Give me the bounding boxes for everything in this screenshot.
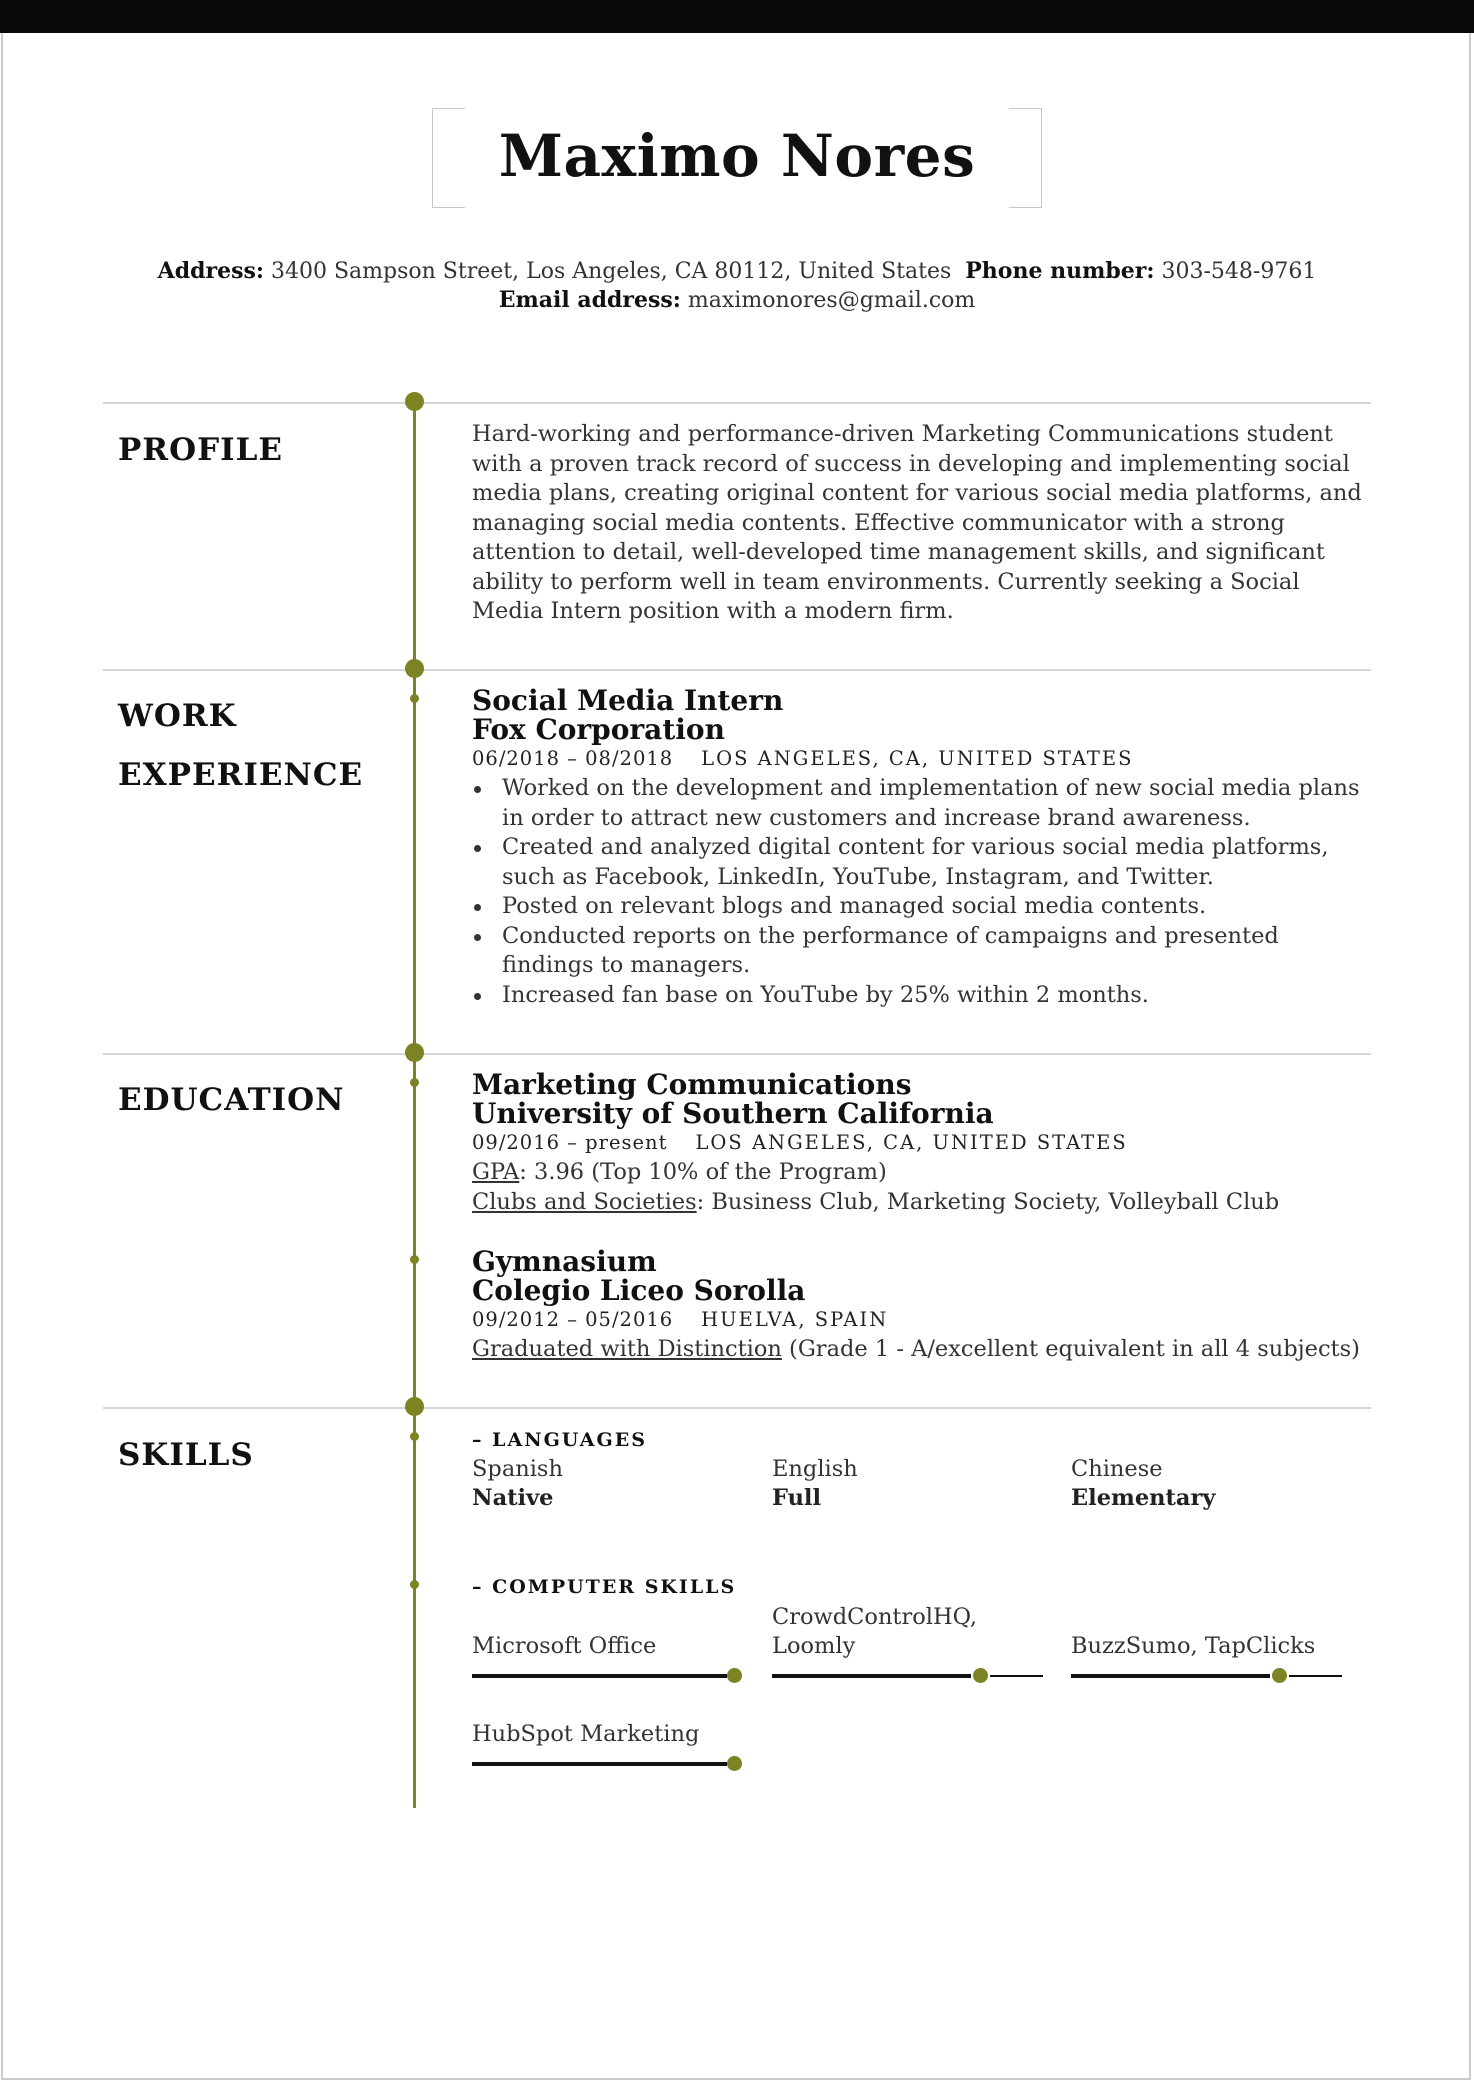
edu-meta bbox=[472, 1305, 1372, 1335]
skill-bar-marker bbox=[727, 1668, 742, 1683]
email-value: maximonores@gmail.com bbox=[687, 288, 976, 313]
skill-bar-track bbox=[990, 1675, 1043, 1677]
job-company: Fox Corporation bbox=[472, 713, 725, 746]
skill-bar-fill bbox=[1071, 1674, 1270, 1678]
timeline-dot bbox=[405, 659, 424, 678]
skill-bar-marker bbox=[1272, 1668, 1287, 1683]
language-name: English bbox=[772, 1456, 858, 1482]
list-item: Posted on relevant blogs and managed social media contents. bbox=[502, 892, 1372, 922]
edu-clubs-line bbox=[472, 1188, 1372, 1218]
contact-line-2 bbox=[0, 287, 1474, 313]
timeline-dot bbox=[405, 392, 424, 411]
list-item: Increased fan base on YouTube by 25% within 2 months. bbox=[502, 981, 1372, 1011]
job-bullets bbox=[472, 774, 1372, 1010]
skill-bar-marker bbox=[727, 1756, 742, 1771]
skill-name: HubSpot Marketing bbox=[472, 1721, 700, 1747]
skill-bar-fill bbox=[772, 1674, 971, 1678]
language-item bbox=[772, 1455, 858, 1513]
edu-location: LOS ANGELES, CA, UNITED STATES bbox=[695, 1131, 1128, 1154]
edu-dates: 09/2012 – 05/2016 bbox=[472, 1308, 674, 1331]
edu-meta bbox=[472, 1128, 1372, 1158]
computer-skills-subheading: – COMPUTER SKILLS bbox=[472, 1576, 737, 1598]
timeline-dot bbox=[405, 1397, 424, 1416]
edu-school: Colegio Liceo Sorolla bbox=[472, 1274, 806, 1307]
job-meta bbox=[472, 744, 1372, 774]
edu-dates: 09/2016 – present bbox=[472, 1131, 668, 1154]
job-title: Social Media Intern bbox=[472, 684, 784, 717]
section-title-work-2: EXPERIENCE bbox=[118, 757, 364, 793]
language-level: Full bbox=[772, 1485, 822, 1511]
email-label: Email address: bbox=[498, 287, 681, 313]
edu-distinction-line bbox=[472, 1335, 1372, 1365]
address-value: 3400 Sampson Street, Los Angeles, CA 80112, United States bbox=[270, 259, 952, 284]
skill-bar-fill bbox=[472, 1762, 727, 1766]
edu-school: University of Southern California bbox=[472, 1097, 994, 1130]
timeline-dot-small bbox=[410, 1432, 419, 1441]
language-name: Chinese bbox=[1071, 1456, 1163, 1482]
language-level: Elementary bbox=[1071, 1485, 1216, 1511]
list-item: Conducted reports on the performance of campaigns and presented findings to managers. bbox=[502, 922, 1372, 981]
section-title-work-1: WORK bbox=[118, 698, 237, 734]
language-name: Spanish bbox=[472, 1456, 563, 1482]
timeline-dot-small bbox=[410, 1255, 419, 1264]
job-location: LOS ANGELES, CA, UNITED STATES bbox=[701, 747, 1134, 770]
skill-name: Microsoft Office bbox=[472, 1633, 657, 1659]
edu-clubs-text: : Business Club, Marketing Society, Volleyball Club bbox=[696, 1188, 1280, 1215]
address-label: Address: bbox=[157, 258, 264, 284]
edu-gpa-line bbox=[472, 1158, 1372, 1188]
edu-degree: Gymnasium bbox=[472, 1245, 657, 1278]
job-entry bbox=[472, 686, 1372, 1010]
list-item: Created and analyzed digital content for various social media platforms, such as Facebook, LinkedIn, YouTube, Instagram, and Twitter. bbox=[502, 833, 1372, 892]
candidate-name: Maximo Nores bbox=[498, 122, 976, 190]
phone-value: 303-548-9761 bbox=[1161, 259, 1317, 284]
edu-gpa-label: GPA bbox=[472, 1159, 520, 1185]
education-entry bbox=[472, 1247, 1372, 1365]
timeline-dot-small bbox=[410, 694, 419, 703]
divider-skills bbox=[103, 1407, 1371, 1409]
top-bar bbox=[0, 0, 1474, 33]
contact-line-1 bbox=[0, 258, 1474, 284]
divider-profile bbox=[103, 402, 1371, 404]
profile-text: Hard-working and performance-driven Marketing Communications student with a proven track record of success in developing and implementing social media plans, creating original content for various social media platforms, and managing social media contents. Effective communicator with a strong attention to detail, well-developed time management skills, and significant ability to perform well in team environments. Currently seeking a Social Media Intern position with a modern firm. bbox=[472, 421, 1362, 624]
page-frame bbox=[1, 33, 1471, 2080]
edu-distinction-text: (Grade 1 - A/excellent equivalent in all 4 subjects) bbox=[781, 1336, 1360, 1362]
divider-work bbox=[103, 669, 1371, 671]
edu-clubs-label: Clubs and Societies bbox=[472, 1188, 697, 1215]
timeline-line bbox=[413, 400, 416, 1808]
languages-subheading: – LANGUAGES bbox=[472, 1429, 647, 1451]
name-box bbox=[432, 108, 1042, 208]
language-item bbox=[1071, 1455, 1215, 1513]
skill-bar-fill bbox=[472, 1674, 727, 1678]
skill-bar-track bbox=[1289, 1675, 1342, 1677]
skill-name: CrowdControlHQ, Loomly bbox=[772, 1604, 978, 1659]
edu-gpa-text: : 3.96 (Top 10% of the Program) bbox=[519, 1159, 887, 1185]
section-title-skills: SKILLS bbox=[118, 1437, 254, 1473]
list-item: Worked on the development and implementation of new social media plans in order to attract new customers and increase brand awareness. bbox=[502, 774, 1372, 833]
edu-location: HUELVA, SPAIN bbox=[701, 1308, 889, 1331]
timeline-dot bbox=[405, 1043, 424, 1062]
job-dates: 06/2018 – 08/2018 bbox=[472, 747, 674, 770]
edu-distinction-label: Graduated with Distinction bbox=[472, 1336, 782, 1362]
divider-education bbox=[103, 1053, 1371, 1055]
section-title-profile: PROFILE bbox=[118, 432, 284, 468]
language-item bbox=[472, 1455, 563, 1513]
timeline-dot-small bbox=[410, 1580, 419, 1589]
edu-degree: Marketing Communications bbox=[472, 1068, 912, 1101]
section-title-education: EDUCATION bbox=[118, 1082, 345, 1118]
skill-name: BuzzSumo, TapClicks bbox=[1071, 1633, 1316, 1659]
education-entry bbox=[472, 1070, 1372, 1217]
skill-bar-marker bbox=[973, 1668, 988, 1683]
phone-label: Phone number: bbox=[965, 258, 1155, 284]
timeline-dot-small bbox=[410, 1078, 419, 1087]
language-level: Native bbox=[472, 1485, 554, 1511]
